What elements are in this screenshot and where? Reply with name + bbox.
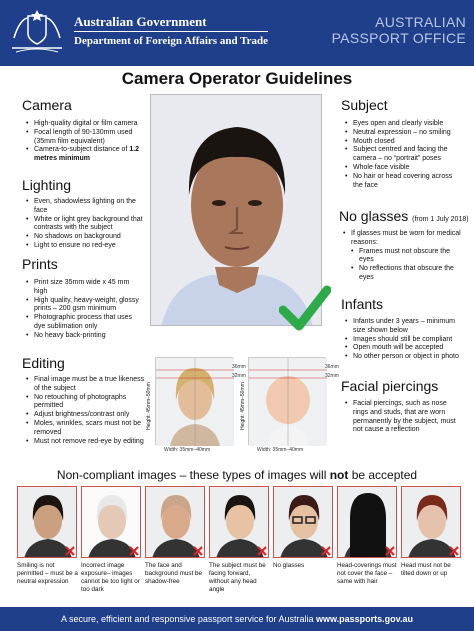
camera-distance-label: Camera-to-subject distance of [34, 146, 128, 154]
list-item: • Moles, wrinkles, scars must not be removed [24, 420, 146, 438]
list-item: • Open mouth will be accepted [343, 344, 461, 353]
measure-height-adult: Height: 45mm–50mm [146, 382, 152, 430]
prints-heading: Prints [22, 256, 58, 272]
noncompliant-photo [273, 486, 333, 558]
noncompliant-caption: The face and background must be shadow-free [145, 562, 203, 585]
editing-heading: Editing [22, 355, 65, 371]
noncompliant-post: be accepted [348, 468, 418, 482]
lighting-list [24, 198, 144, 251]
noncompliant-photo [209, 486, 269, 558]
list-item: • Final image must be a true likeness of the subject [24, 376, 146, 394]
cross-icon [193, 546, 203, 556]
cross-icon [257, 546, 267, 556]
infants-heading: Infants [341, 296, 384, 312]
glasses-note: (from 1 July 2018) [412, 216, 469, 223]
noncompliant-caption: No glasses [273, 562, 305, 569]
cross-icon [129, 546, 139, 556]
piercings-list [343, 400, 461, 435]
gov-title [74, 14, 268, 49]
noncompliant-photo [81, 486, 141, 558]
noncompliant-pre: Non-compliant images – these types of images will [56, 468, 330, 482]
list-item: • Facial piercings, such as nose rings and studs, that are worn permanently by the subject, must not cause a reflection [343, 400, 461, 435]
list-item: • Photographic process that uses dye sublimation only [24, 314, 144, 332]
measure-36mm: 36mm [232, 364, 246, 370]
subject-heading: Subject [341, 97, 388, 113]
glasses-heading [339, 208, 469, 224]
list-item: • High quality, heavy-weight, glossy prints – 200 gsm minimum [24, 297, 144, 315]
list-item: • No shadows on background [24, 233, 144, 242]
footer-banner [0, 607, 474, 631]
noncompliant-title [0, 468, 474, 482]
list-item: • Infants under 3 years – minimum size shown below [343, 318, 461, 336]
noncompliant-caption: Head must not be tilted down or up [401, 562, 451, 577]
baby-portrait-icon [249, 358, 327, 446]
office-line-2: PASSPORT OFFICE [331, 30, 466, 46]
measure-32mm: 32mm [325, 373, 339, 379]
list-item: • Adjust brightness/contrast only [24, 411, 146, 420]
measure-width: Width: 35mm–40mm [164, 447, 211, 453]
list-item: • No hair or head covering across the face [343, 173, 461, 191]
list-item: • White or light grey background that contrasts with the subject [24, 216, 144, 234]
camera-distance-value: 1.2 metres minimum [34, 146, 140, 163]
list-item: • Eyes open and clearly visible [343, 120, 461, 129]
measure-height-infant: Height: 45mm–50mm [240, 382, 246, 430]
footer-url[interactable]: www.passports.gov.au [315, 614, 413, 624]
cross-icon [321, 546, 331, 556]
measure-32mm: 32mm [232, 373, 246, 379]
noncompliant-caption: Smiling is not permitted – must be a neutral expression [17, 562, 78, 585]
list-item: • Must not remove red-eye by editing [24, 438, 146, 447]
camera-list [24, 120, 144, 164]
list-item: • No other person or object in photo [343, 353, 461, 362]
noncompliant-caption: The subject must be facing forward, without any head angle [209, 562, 266, 593]
list-item: • Print size 35mm wide x 45 mm high [24, 279, 144, 297]
infant-size-sample [248, 357, 339, 453]
noncompliant-photo [337, 486, 397, 558]
infants-list [343, 318, 461, 362]
list-item: • No reflections that obscure the eyes [341, 265, 463, 283]
cross-icon [385, 546, 395, 556]
noncompliant-bold: not [329, 468, 349, 482]
list-item: • Neutral expression – no smiling [343, 129, 461, 138]
measure-36mm: 36mm [325, 364, 339, 370]
list-item: • High-quality digital or film camera [24, 120, 144, 129]
list-item: • Focal length of 90-130mm used (35mm film equivalent) [24, 129, 144, 147]
list-item: • Even, shadowless lighting on the face [24, 198, 144, 216]
list-item: • No retouching of photographs permitted [24, 394, 146, 412]
cross-icon [65, 546, 75, 556]
piercings-heading: Facial piercings [341, 378, 439, 394]
measure-width: Width: 35mm–40mm [257, 447, 304, 453]
header-banner [0, 0, 474, 66]
subject-list [343, 120, 461, 190]
office-line-1: AUSTRALIAN [375, 14, 466, 30]
check-mark-icon [279, 284, 331, 332]
glasses-heading-text: No glasses [339, 208, 409, 224]
prints-list [24, 279, 144, 341]
list-item: • Mouth closed [343, 138, 461, 147]
cross-icon [449, 546, 459, 556]
noncompliant-caption: Head-coverings must not cover the face – same with hair [337, 562, 397, 585]
list-item: • No heavy back-printing [24, 332, 144, 341]
lighting-heading: Lighting [22, 177, 72, 193]
camera-heading: Camera [22, 97, 72, 113]
gov-name: Australian Government [74, 14, 207, 29]
list-item: • If glasses must be worn for medical reasons: [341, 230, 463, 248]
dept-name: Department of Foreign Affairs and Trade [74, 31, 268, 49]
noncompliant-photo [401, 486, 461, 558]
list-item: • Frames must not obscure the eyes [341, 248, 463, 266]
glasses-list [341, 230, 463, 283]
coat-of-arms-icon [6, 8, 68, 56]
list-item: • Subject centred and facing the camera – no “portrait” poses [343, 146, 461, 164]
office-name [332, 14, 466, 46]
woman-portrait-icon [156, 358, 234, 446]
noncompliant-photo [17, 486, 77, 558]
noncompliant-caption: Incorrect image exposure– images cannot be too light or too dark [81, 562, 140, 593]
list-item: • Whole face visible [343, 164, 461, 173]
noncompliant-photo [145, 486, 205, 558]
footer-text: A secure, efficient and responsive passport service for Australia [61, 614, 316, 624]
list-item: • Light to ensure no red-eye [24, 242, 144, 251]
list-item: • Images should still be compliant [343, 336, 461, 345]
editing-list [24, 376, 146, 446]
list-item [24, 146, 144, 164]
page-title: Camera Operator Guidelines [121, 69, 353, 88]
